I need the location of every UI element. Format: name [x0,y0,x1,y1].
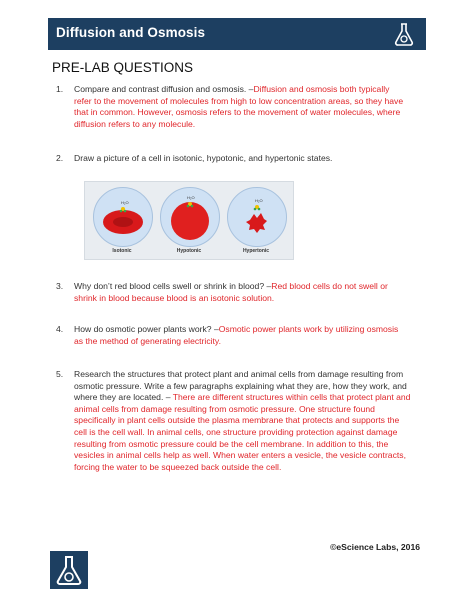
question-line [74,324,398,336]
question-2 [56,153,333,165]
answer-text: as the method of generating electricity. [74,335,221,346]
answer-text: Osmotic power plants work by utilizing osmosis [218,324,399,334]
question-4 [56,324,399,347]
answer-text: animal cells from damage resulting from osmotic pressure. One structure found [74,403,375,414]
question-text: Draw a picture of a cell in isotonic, hypotonic, and hypertonic states. [74,153,333,163]
answer-text: forcing the water to be squeezed back outside the cell. [74,461,282,472]
answer-text: vesicles in animal cells help as well. When water enters a vesicle, the vesicle contracts, [74,450,406,461]
hypertonic-cell [227,187,287,247]
cell-label-hypertonic: Hypertonic [242,248,270,254]
question-line [74,392,410,404]
page-title: Diffusion and Osmosis [56,25,206,40]
answer-text: resulting from osmotic pressure could be the cell membrane. In addition to this, the [74,438,389,449]
answer-text: diffusion refers to any molecule. [74,118,196,129]
question-line [74,281,388,293]
question-1 [56,84,404,130]
hypotonic-cell [160,187,220,247]
question-text: Research the structures that protect plant and animal cells from damage resulting from [74,369,404,379]
question-number: 5. [56,369,64,379]
cell-label-isotonic: Isotonic [112,248,132,254]
answer-text: cell is the cell wall. In animal cells, one structure providing protection against damage [74,426,398,437]
header-bar [48,18,426,50]
footer-logo [50,551,88,589]
cell-label-hypotonic: Hypotonic [176,248,202,254]
question-3 [56,281,388,304]
answer-text: refer to the movement of molecules from high to low concentration areas, so they have [74,95,404,106]
molecule-label: H₂O [121,200,129,205]
isotonic-cell [93,187,153,247]
flask-icon [50,551,88,589]
question-text: Why don’t red blood cells swell or shrink in blood? – [74,281,272,291]
answer-text: Diffusion and osmosis both typically [253,84,390,94]
question-text: where they are located. – [74,392,171,403]
answer-text: shrink in blood because blood is an isotonic solution. [74,292,275,303]
answer-text: that in common. However, osmosis refers to the movement of water molecules, where [74,107,401,118]
question-line [74,84,403,96]
osmosis-cell-figure [84,181,294,260]
copyright-text: ©eScience Labs, 2016 [330,542,420,552]
question-number: 2. [56,153,64,163]
molecule-label: H₂O [255,198,263,203]
question-text: Compare and contrast diffusion and osmosis. – [74,84,254,94]
question-number: 3. [56,281,64,291]
question-text: osmotic pressure. Write a few paragraphs explaining what they are, how they work, and [74,380,407,391]
question-number: 4. [56,324,64,334]
question-text: How do osmotic power plants work? – [74,324,219,334]
section-heading: PRE-LAB QUESTIONS [52,60,194,75]
question-number: 1. [56,84,64,94]
question-5 [56,369,411,473]
answer-text: Red blood cells do not swell or [271,281,388,291]
flask-icon [391,21,417,47]
answer-text: There are different structures within cells that protect plant and [172,392,411,403]
answer-text: specifically in plant cells outside the plasma membrane that protects and supports the [74,415,400,426]
molecule-label: H₂O [187,195,195,200]
